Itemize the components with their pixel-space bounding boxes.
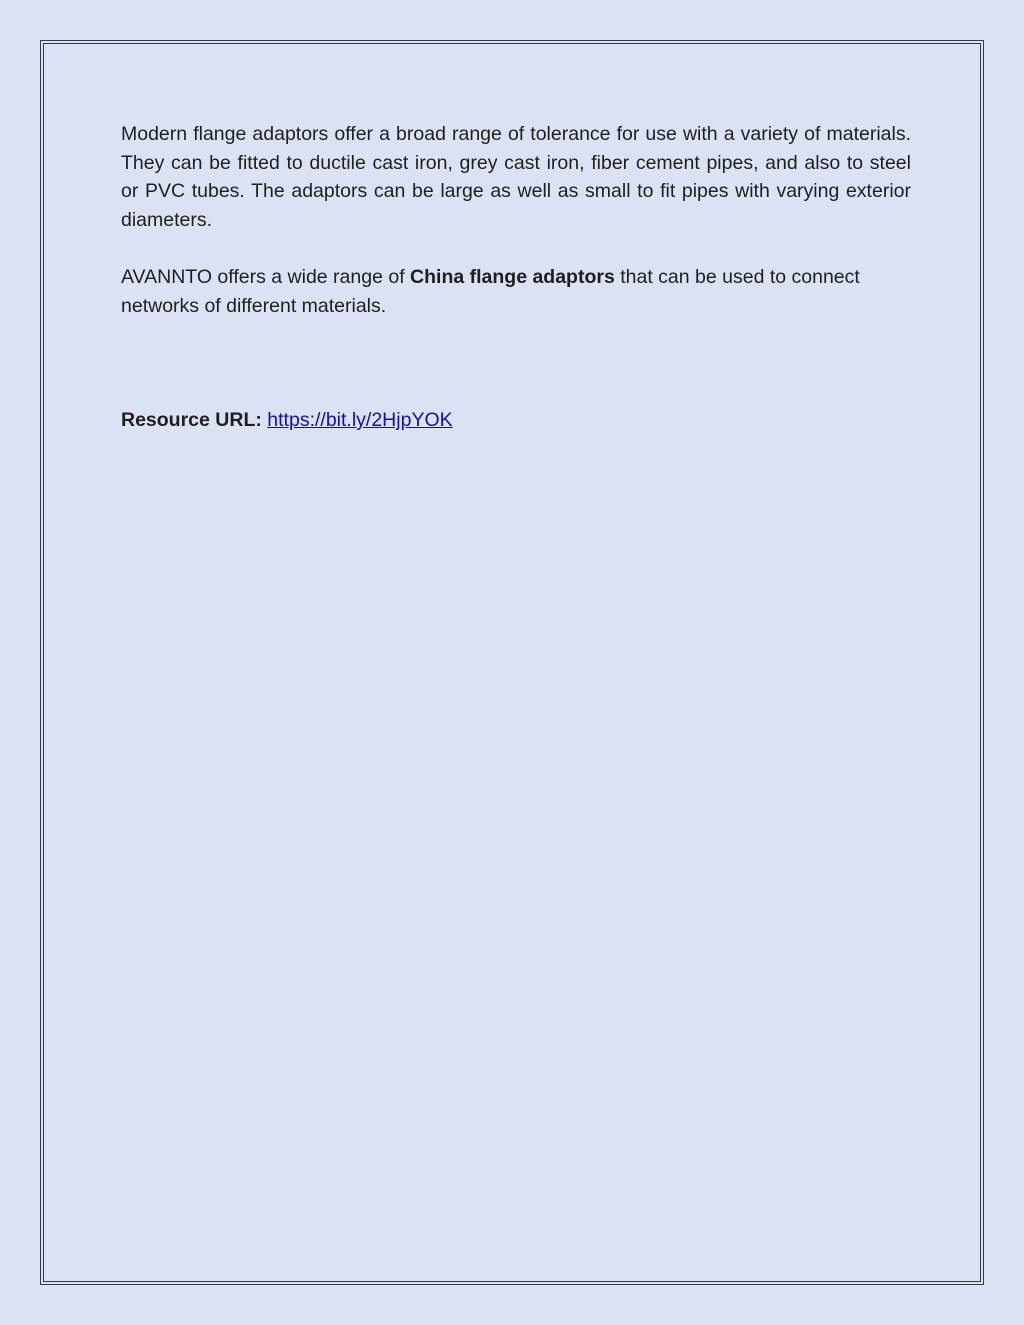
paragraph-avannto-text-start: AVANNTO offers a wide range of xyxy=(121,265,411,288)
paragraph-avannto xyxy=(121,263,911,320)
china-flange-adaptors-keyword: China flange adaptors xyxy=(410,265,615,288)
resource-url-label: Resource URL: xyxy=(121,409,262,432)
paragraph-intro: Modern flange adaptors offer a broad range of tolerance for use with a variety of materials. They can be fitted to ductile cast iron, grey cast iron, fiber cement pipes, and also to steel or PVC tubes. The adaptors can be large as well as small to fit pipes with varying exterior diameters. xyxy=(121,123,911,231)
resource-line xyxy=(121,406,911,435)
paragraph-avannto-text-end: that can be used to connect networks of different materials. xyxy=(121,265,860,317)
document-body xyxy=(121,120,911,435)
resource-url-link[interactable]: https://bit.ly/2HjpYOK xyxy=(267,409,453,432)
